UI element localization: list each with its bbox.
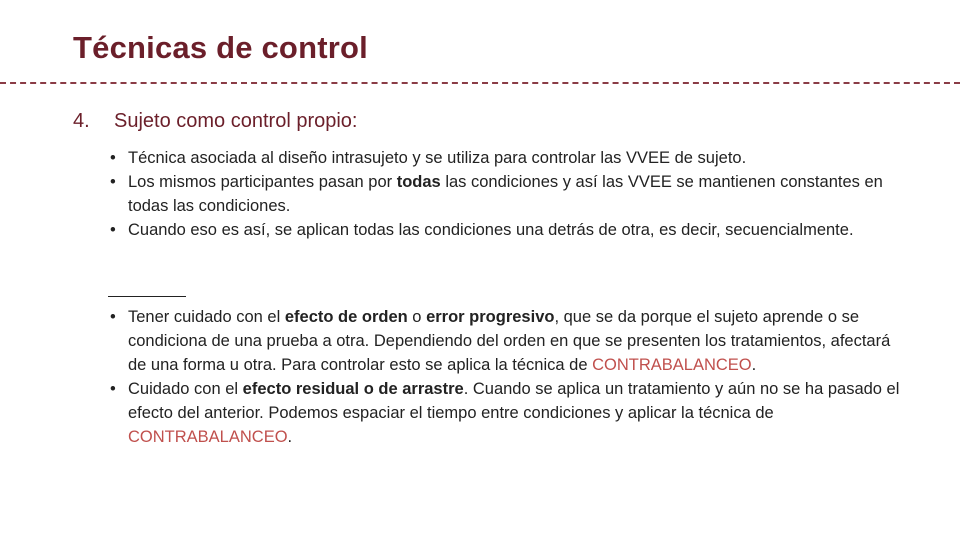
bullet-icon: • bbox=[110, 380, 116, 398]
title-divider bbox=[0, 82, 960, 84]
highlight-term: CONTRABALANCEO bbox=[592, 356, 752, 374]
bullet-icon: • bbox=[110, 308, 116, 326]
emphasis-text: error progresivo bbox=[426, 308, 555, 326]
bullet-text: Cuidado con el efecto residual o de arrastre. Cuando se aplica un tratamiento y aún no se ha pasado el efecto del anterior. Podemos espaciar el tiempo entre condiciones y aplicar la técnica de CONTRABALANCEO. bbox=[128, 380, 900, 446]
highlight-term: CONTRABALANCEO bbox=[128, 428, 288, 446]
bullet-text: Técnica asociada al diseño intrasujeto y se utiliza para controlar las VVEE de sujeto. bbox=[128, 149, 747, 167]
emphasis-text: efecto de orden bbox=[284, 308, 408, 326]
bullet-icon: • bbox=[110, 173, 116, 191]
separator-rule bbox=[108, 296, 186, 297]
bullet-list-top bbox=[110, 146, 900, 242]
bullet-text: Cuando eso es así, se aplican todas las condiciones una detrás de otra, es decir, secuencialmente. bbox=[128, 221, 854, 239]
bullet-item bbox=[110, 170, 900, 218]
bullet-item bbox=[110, 305, 900, 377]
emphasis-text: efecto residual o de arrastre bbox=[242, 380, 464, 398]
section-number: 4. bbox=[73, 110, 90, 132]
bullet-list-bottom bbox=[110, 305, 900, 449]
bullet-text: Los mismos participantes pasan por todas las condiciones y así las VVEE se mantienen constantes en todas las condiciones. bbox=[128, 173, 883, 215]
emphasis-text: todas bbox=[396, 173, 441, 191]
section-heading bbox=[73, 110, 357, 133]
slide-title: Técnicas de control bbox=[73, 30, 368, 65]
bullet-item bbox=[110, 218, 900, 242]
bullet-icon: • bbox=[110, 149, 116, 167]
bullet-icon: • bbox=[110, 221, 116, 239]
section-heading-text: Sujeto como control propio: bbox=[114, 110, 358, 132]
bullet-item bbox=[110, 377, 900, 449]
bullet-text: Tener cuidado con el efecto de orden o error progresivo, que se da porque el sujeto aprende o se condiciona de una prueba a otra. Dependiendo del orden en que se presenten los tratamientos, afectará de una forma u otra. Para controlar esto se aplica la técnica de CONTRABALANCEO. bbox=[128, 308, 891, 374]
bullet-item bbox=[110, 146, 900, 170]
